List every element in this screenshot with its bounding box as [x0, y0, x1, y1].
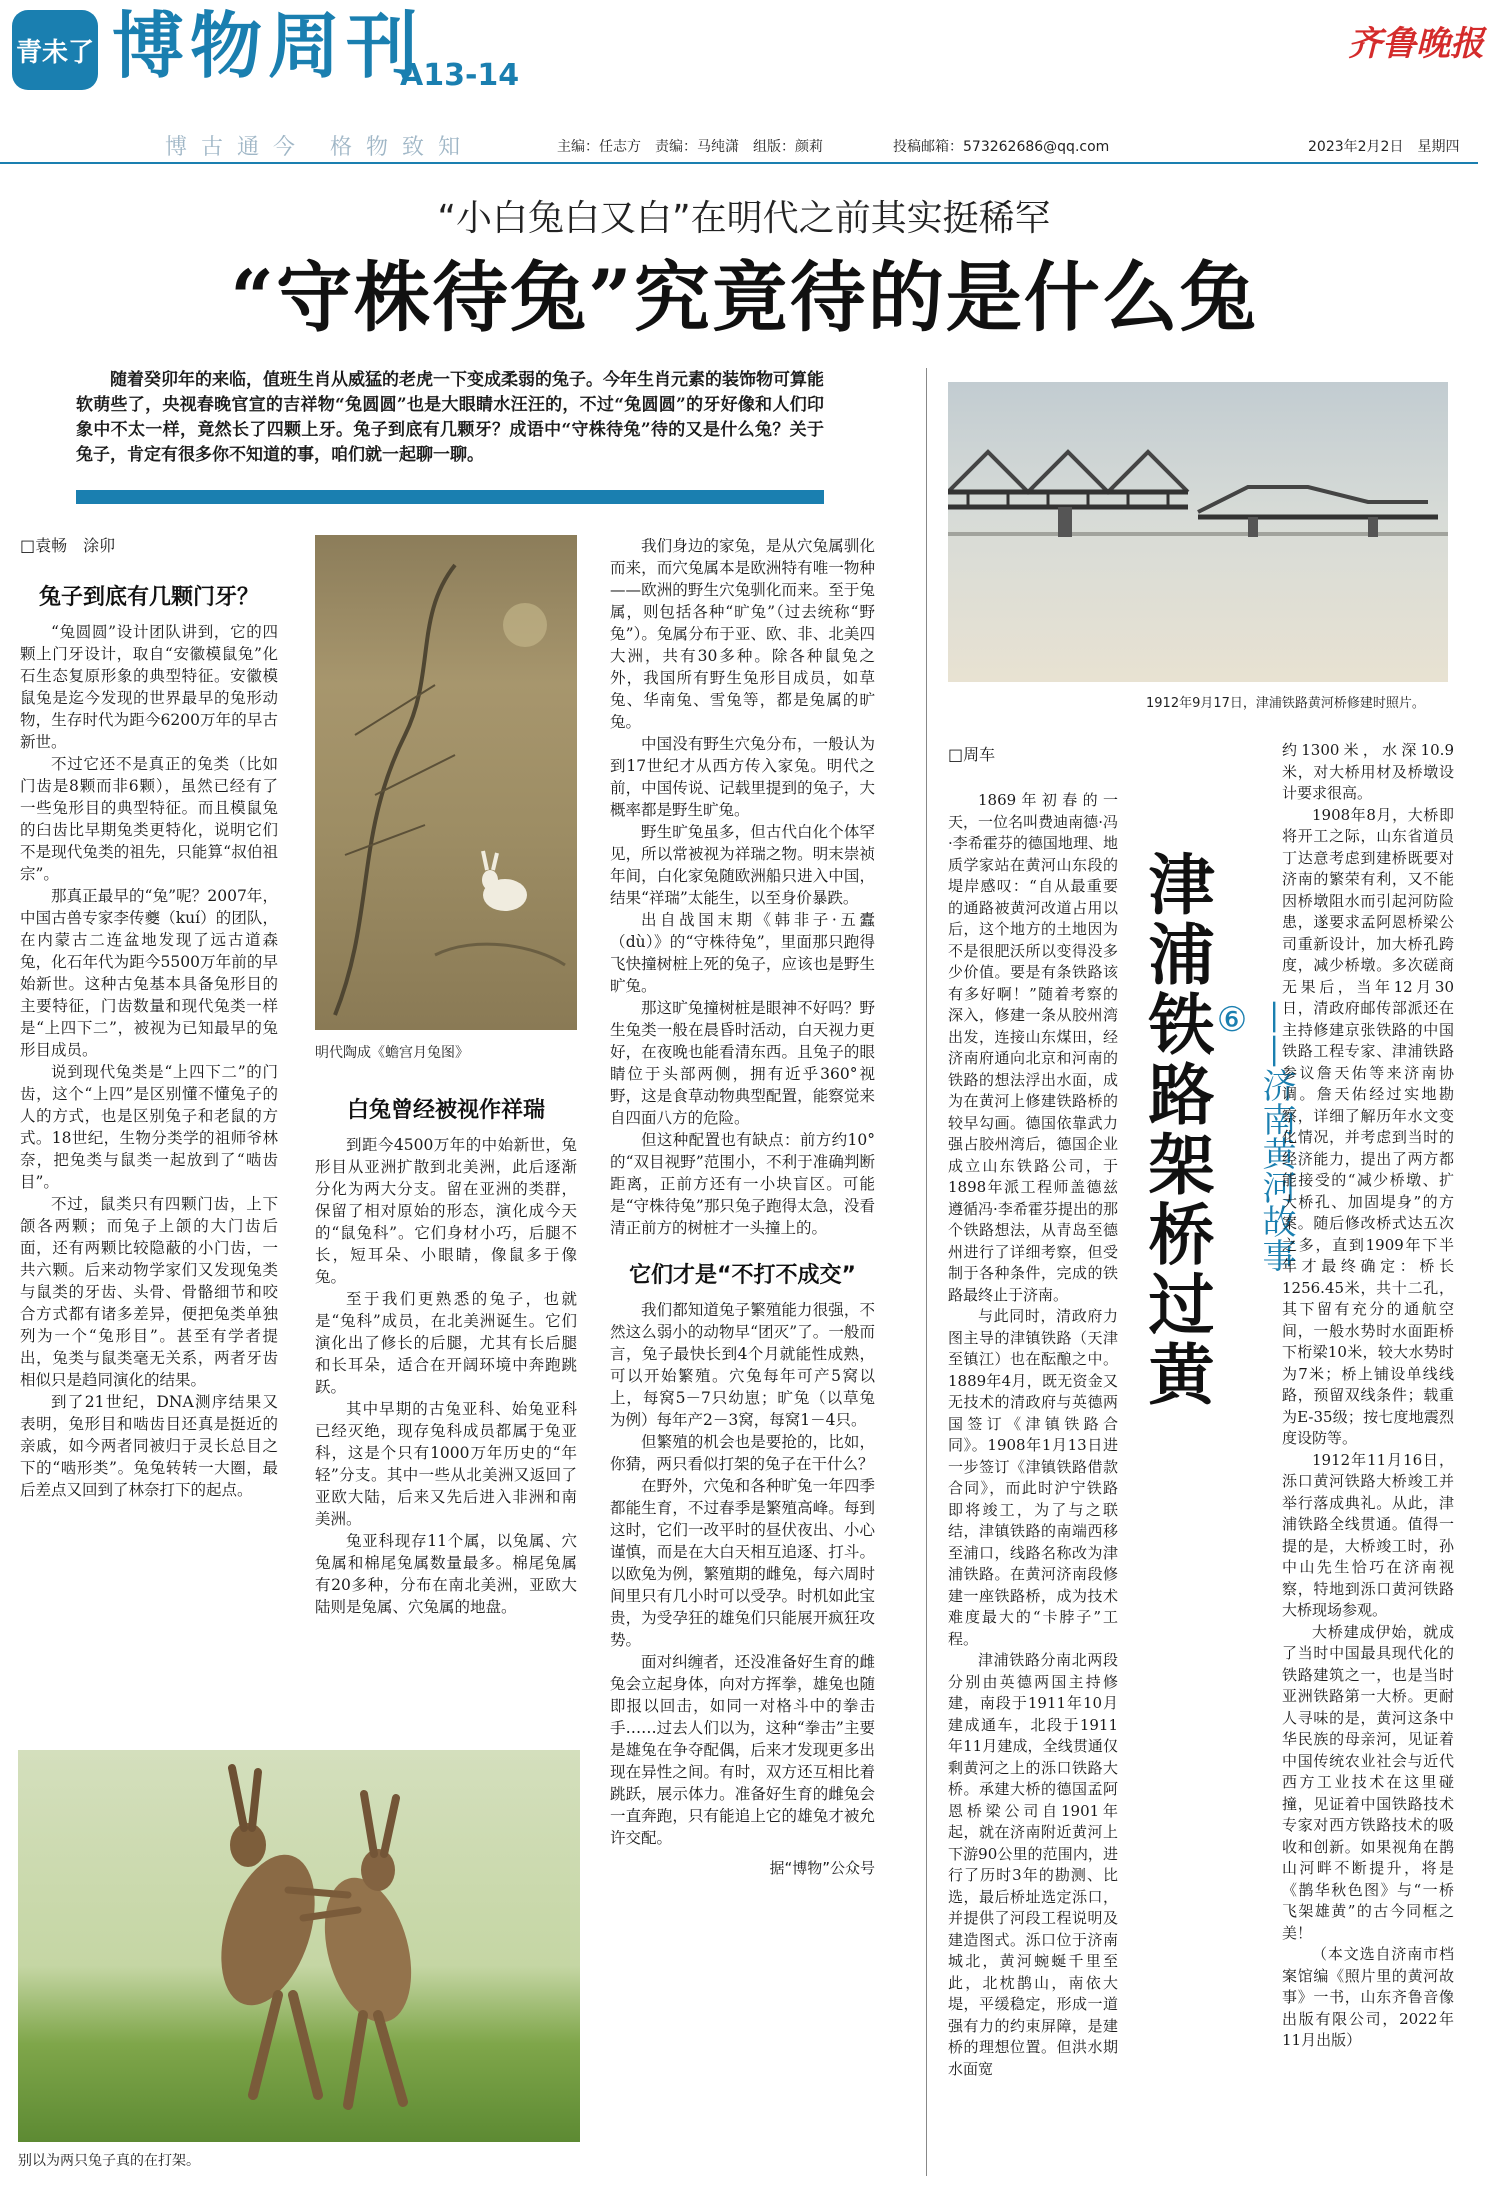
painting-illustration — [315, 535, 577, 1030]
paragraph: 1869年初春的一天，一位名叫费迪南德·冯·李希霍芬的德国地理、地质学家站在黄河山东段的堤岸感叹：“自从最重要的通路被黄河改道占用以后，这个地方的土地因为不是很肥沃所以变得没多少价值。要是有条铁路该有多好啊！”随着考察的深入，修建一条从胶州湾出发，连接山东煤田，经济南府通向北京和河南的铁路的想法浮出水面，成为在黄河上修建铁路桥的较早勾画。德国依靠武力强占胶州湾后，德国企业成立山东铁路公司，于1898年派工程师盖德兹遵循冯·李希霍芬提出的那个铁路想法，从青岛至德州进行了详细考察，但受制于各种条件，完成的铁路最终止于济南。 — [948, 791, 1118, 1304]
date-line: 2023年2月2日 星期四 — [1308, 139, 1460, 155]
paragraph: 但繁殖的机会也是要抢的，比如，你猜，两只看似打架的兔子在干什么？ — [610, 1433, 875, 1473]
paragraph: 但这种配置也有缺点：前方约10°的“双目视野”范围小，不利于准确判断距离，正前方还有一小块盲区。可能是“守株待兔”那只兔子跑得太急，没看清正前方的树桩才一头撞上的。 — [610, 1131, 875, 1237]
paper-name: 齐鲁晚报 — [1348, 24, 1484, 64]
paragraph: 不过，鼠类只有四颗门齿，上下颌各两颗；而兔子上颌的大门齿后面，还有两颗比较隐蔽的小门齿，一共六颗。后来动物学家们又发现兔类与鼠类的牙齿、头骨、骨骼细节和咬合方式都有诸多差异，便把兔类单独列为一个“兔形目”。甚至有学者提出，兔类与鼠类毫无关系，两者牙齿相似只是趋同演化的结果。 — [20, 1195, 278, 1389]
section-title: 博物周刊 — [112, 4, 425, 88]
source-line: 据“博物”公众号 — [769, 1859, 875, 1877]
main-col-2 — [315, 1070, 577, 1618]
side-col-1 — [948, 790, 1118, 2080]
paragraph: 出自战国末期《韩非子·五蠹（dù）》的“守株待兔”，里面那只跑得飞快撞树桩上死的兔子，应该也是野生旷兔。 — [610, 911, 875, 995]
logo-badge — [12, 10, 98, 90]
paragraph: 在野外，穴兔和各种旷兔一年四季都能生育，不过春季是繁殖高峰。每到这时，它们一改平时的昼伏夜出、小心谨慎，而是在大白天相互追逐、打斗。以欧兔为例，繁殖期的雌兔，每六周时间里只有几小时可以受孕。时机如此宝贵，为受孕狂的雄兔们只能展开疯狂攻势。 — [610, 1477, 875, 1649]
paragraph: 说到现代兔类是“上四下二”的门齿，这个“上四”是区别懂不懂兔子的人的方式，也是区别兔子和老鼠的方式。18世纪，生物分类学的祖师爷林奈，把兔类与鼠类一起放到了“啮齿目”。 — [20, 1063, 278, 1191]
paragraph: 兔亚科现存11个属，以兔属、穴兔属和棉尾兔属数量最多。棉尾兔属有20多种，分布在南北美洲，亚欧大陆则是兔属、穴兔属的地盘。 — [315, 1532, 577, 1616]
section3-title: 它们才是“不打不成交” — [629, 1263, 856, 1288]
paragraph: 我们身边的家兔，是从穴兔属驯化而来，而穴兔属本是欧洲特有唯一物种——欧洲的野生穴兔驯化而来。至于兔属，则包括各种“旷兔”（过去统称“野兔”）。兔属分布于亚、欧、非、北美四大洲，共有30多种。除各种鼠兔之外，我国所有野生兔形目成员，如草兔、华南兔、雪兔等，都是兔属的旷兔。 — [610, 537, 875, 731]
paragraph: 津浦铁路分南北两段分别由英德两国主持修建，南段于1911年10月建成通车，北段于1911年11月建成，全线贯通仅剩黄河之上的泺口铁路大桥。承建大桥的德国孟阿恩桥梁公司自1901年起，就在济南附近黄河上下游90公里的范围内，进行了历时3年的勘测、比选，最后桥址选定泺口，并提供了河段工程说明及建造图式。泺口位于济南城北，黄河蜿蜒千里至此，北枕鹊山，南依大堤，平缓稳定，形成一道强有力的约束屏障，是建桥的理想位置。但洪水期水面宽 — [948, 1651, 1118, 2078]
paragraph: “兔圆圆”设计团队讲到，它的四颗上门牙设计，取自“安徽模鼠兔”化石生态复原形象的典型特征。安徽模鼠兔是迄今发现的世界最早的兔形动物，生存时代为距今6200万年的早古新世。 — [20, 623, 278, 751]
masthead-rule — [0, 162, 1478, 164]
paragraph: 不过它还不是真正的兔类（比如门齿是8颗而非6颗），虽然已经有了一些兔形目的典型特征。而且模鼠兔的臼齿比早期兔类更特化，说明它们不是现代兔类的祖先，只能算“叔伯祖宗”。 — [20, 755, 278, 883]
paragraph: 我们都知道兔子繁殖能力很强，不然这么弱小的动物早“团灭”了。一般而言，兔子最快长到4个月就能性成熟，可以开始繁殖。穴兔每年可产5窝以上，每窝5－7只幼崽；旷兔（以草兔为例）每年产2－3窝，每窝1－4只。 — [610, 1301, 875, 1429]
paragraph: 到了21世纪，DNA测序结果又表明，兔形目和啮齿目还真是挺近的亲戚，如今两者同被归于灵长总目之下的“啮形类”。兔兔转转一大圈，最后差点又回到了林奈打下的起点。 — [20, 1393, 278, 1499]
paragraph: 约1300米，水深10.9米，对大桥用材及桥墩设计要求很高。 — [1282, 741, 1454, 802]
painting-image — [315, 535, 577, 1030]
paragraph: 大桥建成伊始，就成了当时中国最具现代化的铁路建筑之一，也是当时亚洲铁路第一大桥。更耐人寻味的是，黄河这条中华民族的母亲河，见证着中国传统农业社会与近代西方工业技术在这里碰撞，见证着中国铁路技术专家对西方铁路技术的吸收和创新。如果视角在鹊山河畔不断提升，将是《鹊华秋色图》与“一桥飞架雄黄”的古今同框之美！ — [1282, 1622, 1454, 1942]
lead-rule — [76, 490, 824, 504]
paragraph: 至于我们更熟悉的兔子，也就是“兔科”成员，在北美洲诞生。它们演化出了修长的后腿，尤其有长后腿和长耳朵，适合在开阔环境中奔跑跳跃。 — [315, 1290, 577, 1396]
lead-paragraph — [76, 368, 824, 468]
bridge-photo-caption: 1912年9月17日，津浦铁路黄河桥修建时照片。 — [1146, 696, 1425, 711]
hare-illustration — [18, 1750, 580, 2142]
headline: “守株待兔”究竟待的是什么兔 — [230, 253, 1258, 342]
section1-title: 兔子到底有几颗门牙？ — [38, 585, 259, 610]
paragraph: 中国没有野生穴兔分布，一般认为到17世纪才从西方传入家兔。明代之前，中国传说、记载里提到的兔子，大概率都是野生旷兔。 — [610, 735, 875, 819]
hare-photo — [18, 1750, 580, 2142]
bridge-photo — [948, 382, 1448, 682]
hare-caption: 别以为两只兔子真的在打架。 — [18, 2153, 200, 2169]
editors-line: 主编：任志方 责编：马纯潇 组版：颜莉 — [557, 139, 823, 155]
section2-title: 白兔曾经被视作祥瑞 — [346, 1098, 545, 1123]
side-vertical-subtitle: ——济南黄河故事⑥ — [1212, 1000, 1296, 1272]
paragraph: 1908年8月，大桥即将开工之际，山东省道员丁达意考虑到建桥既要对济南的繁荣有利，又不能因桥墩阻水而引起河防险患，遂要求孟阿恩桥梁公司重新设计，加大桥孔跨度，减少桥墩。多次磋商无果后，当年12月30日，清政府邮传部派还在主持修建京张铁路的中国铁路工程专家、津浦铁路参议詹天佑等来济南协调。詹天佑经过实地勘察，详细了解历年水文变化情况，并考虑到当时的经济能力，提出了两方都能接受的“减少桥墩、扩大桥孔、加固堤身”的方案。随后修改桥式达五次之多，直到1909年下半年才最终确定：桥长1256.45米，共十二孔，其下留有充分的通航空间，一般水势时水面距桥下桁梁10米，较大水势时为7米；桥上铺设单线线路，预留双线条件；载重为E-35级；按七度地震烈度设防等。 — [1282, 805, 1454, 1447]
side-byline: □周车 — [948, 745, 996, 764]
main-col-3 — [610, 535, 875, 1879]
bridge-illustration — [948, 382, 1448, 682]
paragraph: 1912年11月16日，泺口黄河铁路大桥竣工并举行落成典礼。从此，津浦铁路全线贯通。值得一提的是，大桥竣工时，孙中山先生恰巧在济南视察，特地到泺口黄河铁路大桥现场参观。 — [1282, 1450, 1454, 1619]
painting-caption: 明代陶成《蟾宫月兔图》 — [315, 1045, 469, 1061]
side-col-2 — [1282, 740, 1454, 2052]
lead-text: 随着癸卯年的来临，值班生肖从威猛的老虎一下变成柔弱的兔子。今年生肖元素的装饰物可算能软萌些了，央视春晚官宣的吉祥物“兔圆圆”也是大眼睛水汪汪的，不过“兔圆圆”的牙好像和人们印象中不太一样，竟然长了四颗上牙。兔子到底有几颗牙？成语中“守株待兔”待的又是什么兔？关于兔子，肯定有很多你不知道的事，咱们就一起聊一聊。 — [76, 370, 824, 465]
email-line: 投稿邮箱：573262686@qq.com — [893, 139, 1110, 155]
paragraph: （本文选自济南市档案馆编《照片里的黄河故事》一书，山东齐鲁音像出版有限公司，2022年11月出版） — [1282, 1945, 1454, 2049]
logo-text: 青未了 — [15, 37, 94, 68]
slogan: 博古通今 格物致知 — [165, 135, 474, 160]
paragraph: 与此同时，清政府力图主导的津镇铁路（天津至镇江）也在酝酿之中。1889年4月，既无资金又无技术的清政府与英德两国签订《津镇铁路合同》。1908年1月13日进一步签订《津镇铁路借款合同》，而此时沪宁铁路即将竣工，为了与之联结，津镇铁路的南端西移至浦口，线路名称改为津浦铁路。在黄河济南段修建一座铁路桥，成为技术难度最大的“卡脖子”工程。 — [948, 1307, 1118, 1648]
paragraph: 那真正最早的“兔”呢？2007年，中国古兽专家李传夔（kuí）的团队，在内蒙古二连盆地发现了远古道森兔，化石年代为距今5500万年前的早始新世。这种古兔基本具备兔形目的主要特征，门齿数量和现代兔类一样是“上四下二”，被视为已知最早的兔形目成员。 — [20, 887, 278, 1059]
paragraph: 到距今4500万年的中始新世，兔形目从亚洲扩散到北美洲，此后逐渐分化为两大分支。留在亚洲的类群，保留了相对原始的形态，演化成今天的“鼠兔科”。它们身材小巧，后腿不长，短耳朵、小眼睛，像鼠多于像兔。 — [315, 1136, 577, 1286]
paragraph: 其中早期的古兔亚科、始兔亚科已经灭绝，现存兔科成员都属于兔亚科，这是个只有1000万年历史的“年轻”分支。其中一些从北美洲又返回了亚欧大陆，后来又先后进入非洲和南美洲。 — [315, 1400, 577, 1528]
paragraph: 那这旷兔撞树桩是眼神不好吗？野生兔类一般在晨昏时活动，白天视力更好，在夜晚也能看清东西。且兔子的眼睛位于头部两侧，拥有近乎360°视野，这是食草动物典型配置，能察觉来自四面八方的危险。 — [610, 999, 875, 1127]
side-vertical-title: 津浦铁路架桥过黄 — [1137, 850, 1214, 1410]
page-number: A13-14 — [400, 58, 520, 93]
paragraph: 野生旷兔虽多，但古代白化个体罕见，所以常被视为祥瑞之物。明末崇祯年间，白化家兔随欧洲船只进入中国，结果“祥瑞”太能生，以至身价暴跌。 — [610, 823, 875, 907]
kicker: “小白兔白又白”在明代之前其实挺稀罕 — [437, 198, 1051, 239]
main-byline: □袁畅 涂卯 — [20, 536, 116, 555]
paragraph: 面对纠缠者，还没准备好生育的雌兔会立起身体，向对方挥拳，雄兔也随即报以回击，如同一对格斗中的拳击手……过去人们以为，这种“拳击”主要是雄兔在争夺配偶，后来才发现更多出现在异性之间。有时，双方还互相比着跳跃，展示体力。准备好生育的雌兔会一直奔跑，只有能追上它的雄兔才被允许交配。 — [610, 1653, 875, 1847]
main-col-1 — [20, 535, 278, 1501]
